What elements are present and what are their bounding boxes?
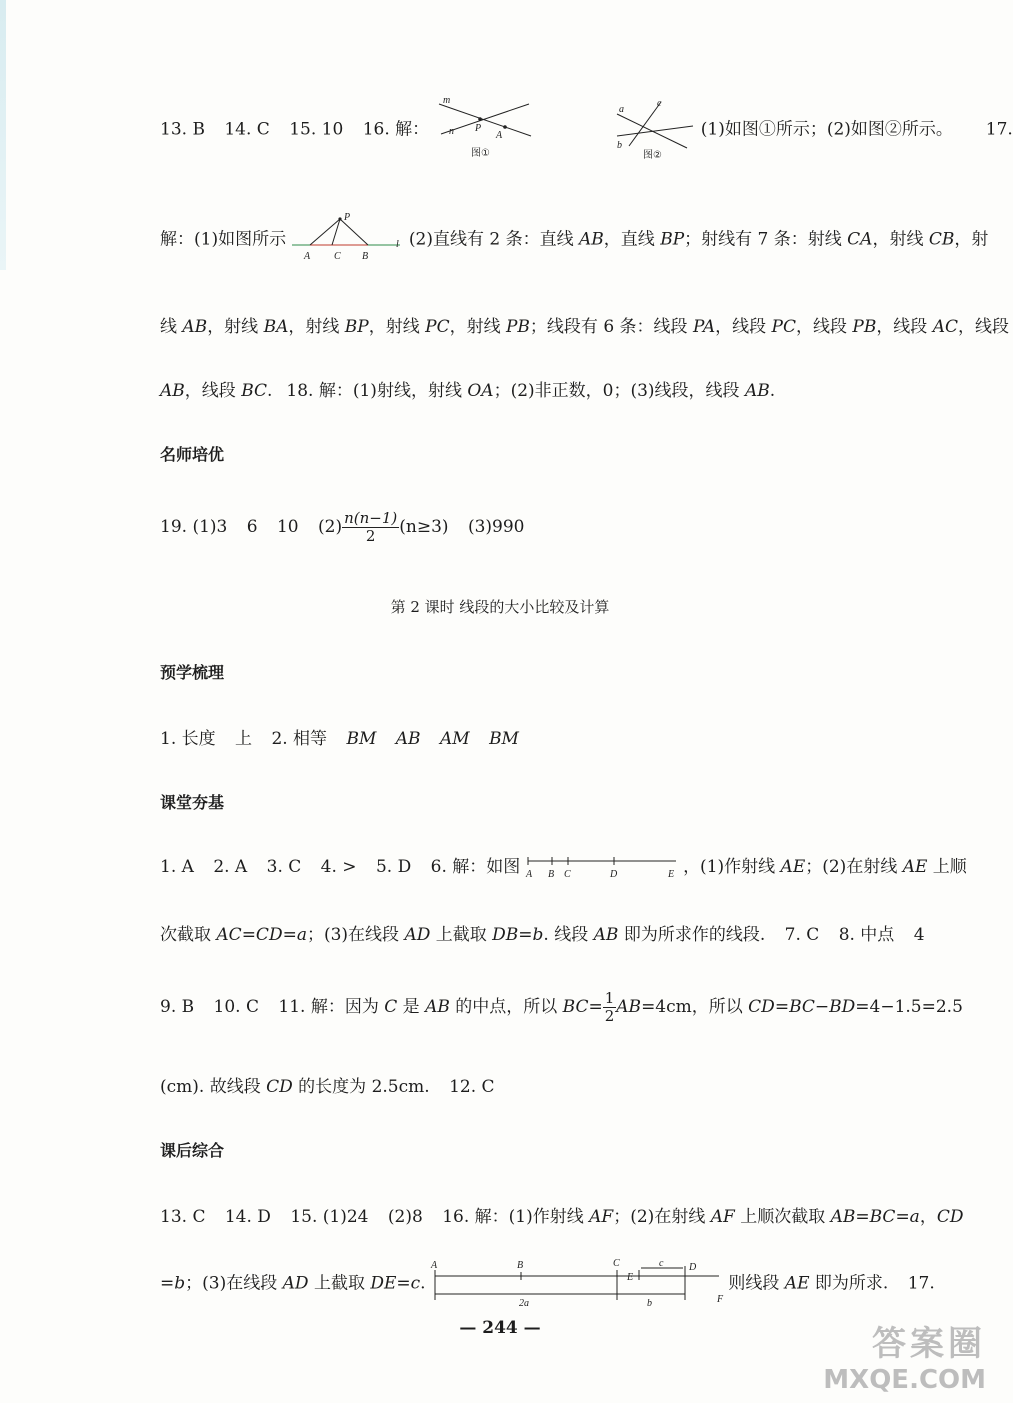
- svg-text:B: B: [516, 1260, 524, 1271]
- svg-text:P: P: [474, 123, 481, 134]
- svg-text:D: D: [688, 1262, 697, 1273]
- answer-line-16-17: =b；(3)在线段 AD 上截取 DE=c. A B C E D c 2a b F 则线段 AE 即为所求. 17.: [160, 1258, 935, 1309]
- svg-text:P: P: [343, 212, 350, 223]
- svg-text:m: m: [442, 95, 450, 106]
- svg-text:c: c: [657, 98, 662, 109]
- figure-1-intersecting-lines: [435, 95, 535, 160]
- svg-text:图②: 图②: [643, 150, 663, 161]
- watermark-top: 答案圈: [872, 1324, 986, 1364]
- svg-text:图①: 图①: [470, 148, 490, 159]
- watermark-bottom: MXQE.COM: [823, 1365, 986, 1395]
- svg-text:A: A: [495, 130, 502, 141]
- section-heading-mingshi: 名师培优: [160, 445, 225, 464]
- section-heading-yuxue: 预学梳理: [160, 663, 225, 682]
- svg-text:A: A: [303, 251, 310, 262]
- svg-text:F: F: [716, 1294, 724, 1305]
- fraction-n-n-minus-1-over-2: $\frac{n(n-1)}{2}$: [344, 509, 398, 545]
- figure-17-line-with-point-p: [292, 212, 404, 265]
- svg-text:b: b: [617, 140, 623, 151]
- answer-line-9-11: 9. B 10. C 11. 解：因为 C 是 AB 的中点，所以 BC= $\frac{1}{2}$ AB=4cm，所以 CD=BC−BD=4−1.5=2.5: [160, 989, 963, 1025]
- answer-line-19: 19. (1)3 6 10 (2) $\frac{n(n-1)}{2}$ (n≥3) (3)990: [160, 509, 525, 545]
- answer-line-17-part1: 解：(1)如图所示 P A C B l (2)直线有 2 条：直线 AB，直线 BP；射线有 7 条：射线 CA，射线 CB，射: [160, 215, 988, 265]
- answer-line-1-6: 1. A 2. A 3. C 4. > 5. D 6. 解：如图 A B C D E ，(1)作射线 AE；(2)在射线 AE 上顺: [160, 852, 967, 881]
- answer-line-17-part2: 线 AB，射线 BA，射线 BP，射线 PC，射线 PB；线段有 6 条：线段 PA，线段 PC，线段 PB，线段 AC，线段: [160, 317, 1010, 337]
- answer-line-13-16: 13. C 14. D 15. (1)24 (2)8 16. 解：(1)作射线 AF；(2)在射线 AF 上顺次截取 AB=BC=a，CD: [160, 1207, 964, 1227]
- lesson-title: 第 2 课时 线段的大小比较及计算: [390, 598, 610, 616]
- figure-2-three-lines: [615, 100, 695, 160]
- svg-text:a: a: [619, 104, 625, 115]
- svg-text:D: D: [609, 868, 617, 880]
- svg-text:l: l: [395, 239, 399, 250]
- answer-line-11-12: (cm). 故线段 CD 的长度为 2.5cm. 12. C: [160, 1077, 495, 1097]
- svg-text:A: A: [525, 868, 532, 880]
- svg-text:A: A: [430, 1260, 438, 1271]
- fraction-one-half: $\frac{1}{2}$: [604, 989, 615, 1025]
- page-edge-strip: [0, 0, 6, 270]
- watermark-logo: [823, 1316, 986, 1395]
- svg-text:C: C: [612, 1258, 620, 1269]
- svg-text:E: E: [626, 1272, 634, 1283]
- answer-line-preview: 1. 长度 上 2. 相等 BM AB AM BM: [160, 729, 519, 749]
- figure-16-ray-af-construction: [430, 1258, 724, 1309]
- answer-line-17-18: AB，线段 BC. 18. 解：(1)射线，射线 OA；(2)非正数，0；(3)线段，线段 AB.: [160, 381, 776, 401]
- svg-text:2a: 2a: [518, 1298, 529, 1309]
- section-heading-ketang: 课堂夯基: [160, 793, 225, 812]
- page-number: — 244 —: [459, 1318, 541, 1338]
- svg-text:E: E: [667, 868, 674, 880]
- answer-line-6-8: 次截取 AC=CD=a；(3)在线段 AD 上截取 DB=b. 线段 AB 即为所求作的线段. 7. C 8. 中点 4: [160, 925, 925, 945]
- svg-text:c: c: [658, 1258, 664, 1269]
- svg-text:B: B: [547, 868, 554, 880]
- svg-text:n: n: [448, 126, 454, 137]
- svg-text:B: B: [361, 251, 368, 262]
- svg-text:b: b: [646, 1298, 652, 1309]
- answer-line-13-17: 13. B 14. C 15. 10 16. 解： m n P A 图① a b c 图② (1)如图①所示；(2)如图②所示。 17.: [160, 95, 1013, 161]
- section-heading-kehou: 课后综合: [160, 1141, 225, 1160]
- svg-text:C: C: [333, 251, 341, 262]
- figure-6-ray-ae: [526, 855, 678, 881]
- svg-text:C: C: [563, 868, 571, 880]
